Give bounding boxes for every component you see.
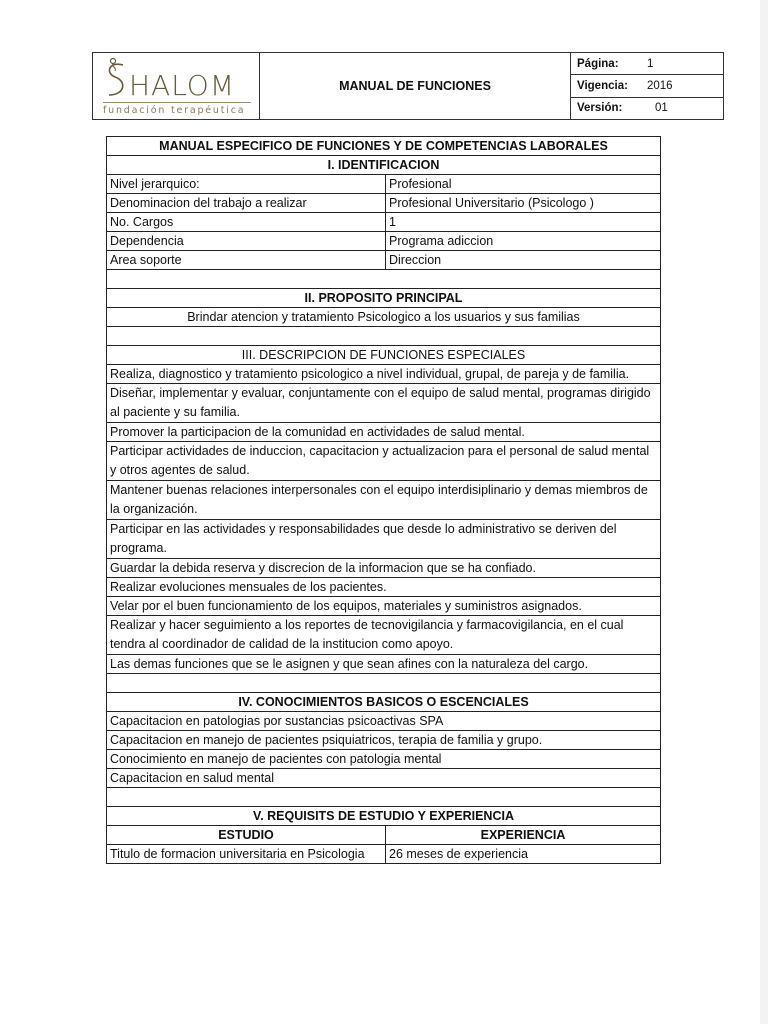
logo-divider xyxy=(103,102,251,103)
spacer-row xyxy=(107,327,661,346)
list-item: Mantener buenas relaciones interpersonales con el equipo interdisiplinario y demas miembros de la organización. xyxy=(107,481,661,520)
list-item: Las demas funciones que se le asignen y que sean afines con la naturaleza del cargo. xyxy=(107,655,661,674)
row-value: Direccion xyxy=(386,251,661,270)
meta-value: 2016 xyxy=(647,79,673,92)
list-item: Capacitacion en manejo de pacientes psiquiatricos, terapia de familia y grupo. xyxy=(107,731,661,750)
spacer-row xyxy=(107,788,661,807)
spacer-row xyxy=(107,674,661,693)
meta-value: 01 xyxy=(655,102,668,115)
list-item: Participar en las actividades y responsabilidades que desde lo administrativo se deriven del programa. xyxy=(107,520,661,559)
row-label: Nivel jerarquico: xyxy=(107,175,386,194)
logo-subtitle: fundación terapéutica xyxy=(103,105,246,116)
page-edge xyxy=(760,0,768,1024)
experiencia-value: 26 meses de experiencia xyxy=(386,845,661,864)
table-row xyxy=(107,232,661,251)
list-item: Realizar y hacer seguimiento a los reportes de tecnovigilancia y farmacovigilancia, en el cual tendra al coordinador de calidad de la institucion como apoyo. xyxy=(107,616,661,655)
meta-label: Versión: xyxy=(577,102,623,115)
list-item: Velar por el buen funcionamiento de los equipos, materiales y suministros asignados. xyxy=(107,597,661,616)
funciones-heading: III. DESCRIPCION DE FUNCIONES ESPECIALES xyxy=(107,346,661,365)
identificacion-heading: I. IDENTIFICACION xyxy=(107,156,661,175)
row-label: No. Cargos xyxy=(107,213,386,232)
meta-vigencia xyxy=(571,75,723,97)
row-value: Programa adiccion xyxy=(386,232,661,251)
spacer-row xyxy=(107,270,661,289)
meta-label: Vigencia: xyxy=(577,79,628,92)
proposito-heading: II. PROPOSITO PRINCIPAL xyxy=(107,289,661,308)
table-row xyxy=(107,175,661,194)
identificacion-table xyxy=(106,136,661,864)
list-item: Participar actividades de induccion, capacitacion y actualizacion para el personal de salud mental y otros agentes de salud. xyxy=(107,442,661,481)
logo-box xyxy=(93,53,260,119)
document-header xyxy=(92,52,724,120)
meta-pagina xyxy=(571,53,723,75)
table-row xyxy=(107,251,661,270)
header-title: MANUAL DE FUNCIONES xyxy=(260,53,571,119)
row-label: Dependencia xyxy=(107,232,386,251)
table-row xyxy=(107,845,661,864)
list-item: Realizar evoluciones mensuales de los pacientes. xyxy=(107,578,661,597)
estudio-value: Titulo de formacion universitaria en Psicologia xyxy=(107,845,386,864)
table-row xyxy=(107,213,661,232)
proposito-text: Brindar atencion y tratamiento Psicologico a los usuarios y sus familias xyxy=(107,308,661,327)
conocimientos-heading: IV. CONOCIMIENTOS BASICOS O ESCENCIALES xyxy=(107,693,661,712)
row-value: 1 xyxy=(386,213,661,232)
table-row xyxy=(107,194,661,213)
meta-label: Página: xyxy=(577,57,619,70)
row-value: Profesional xyxy=(386,175,661,194)
header-meta xyxy=(571,53,723,119)
col-header-experiencia: EXPERIENCIA xyxy=(386,826,661,845)
list-item: Capacitacion en salud mental xyxy=(107,769,661,788)
list-item: Guardar la debida reserva y discrecion de la informacion que se ha confiado. xyxy=(107,559,661,578)
doc-title: MANUAL ESPECIFICO DE FUNCIONES Y DE COMPETENCIAS LABORALES xyxy=(107,137,661,156)
row-label: Area soporte xyxy=(107,251,386,270)
list-item: Capacitacion en patologias por sustancias psicoactivas SPA xyxy=(107,712,661,731)
list-item: Diseñar, implementar y evaluar, conjuntamente con el equipo de salud mental, programas dirigido al paciente y su familia. xyxy=(107,384,661,423)
requisitos-heading: V. REQUISITS DE ESTUDIO Y EXPERIENCIA xyxy=(107,807,661,826)
list-item: Conocimiento en manejo de pacientes con patologia mental xyxy=(107,750,661,769)
meta-value: 1 xyxy=(647,57,654,70)
list-item: Realiza, diagnostico y tratamiento psicologico a nivel individual, grupal, de pareja y de familia. xyxy=(107,365,661,384)
list-item: Promover la participacion de la comunidad en actividades de salud mental. xyxy=(107,423,661,442)
logo-name: HALOM xyxy=(129,69,236,102)
meta-version xyxy=(571,98,723,119)
col-header-estudio: ESTUDIO xyxy=(107,826,386,845)
row-value: Profesional Universitario (Psicologo ) xyxy=(386,194,661,213)
row-label: Denominacion del trabajo a realizar xyxy=(107,194,386,213)
